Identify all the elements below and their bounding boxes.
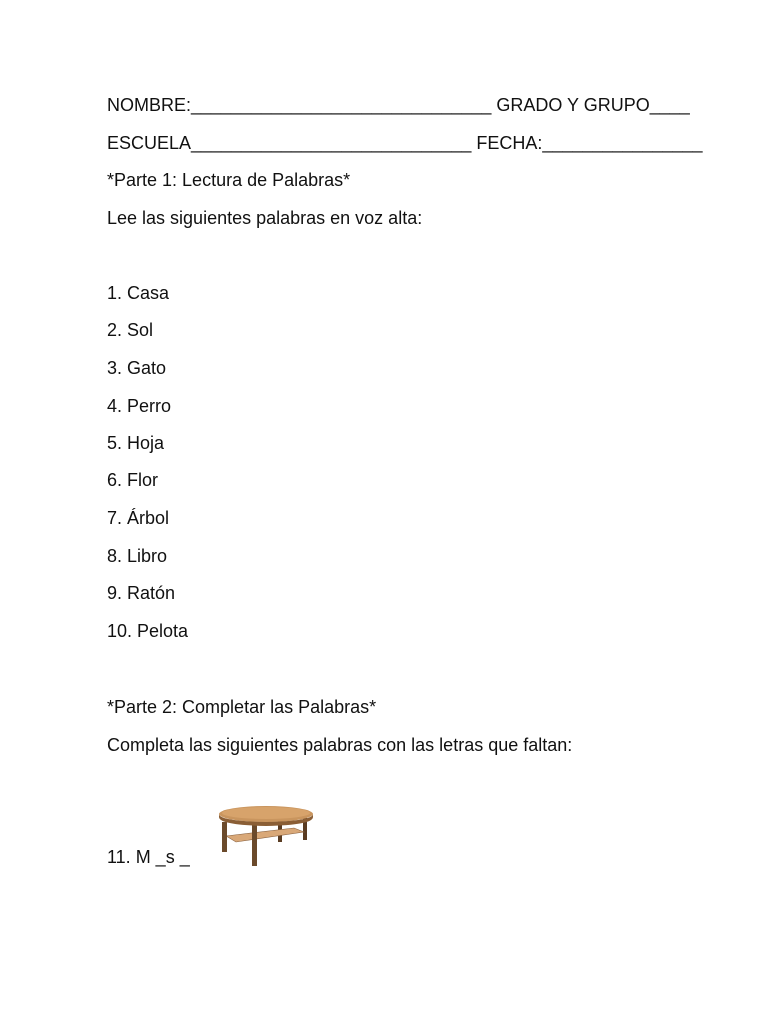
table-illustration	[216, 802, 316, 868]
nombre-label: NOMBRE:	[107, 95, 192, 115]
part2-title: *Parte 2: Completar las Palabras*	[107, 697, 377, 717]
part1-instruction: Lee las siguientes palabras en voz alta:	[107, 208, 423, 228]
fecha-label: FECHA:	[476, 133, 543, 153]
part1-title: *Parte 1: Lectura de Palabras*	[107, 170, 351, 190]
grado-blank[interactable]: ____	[649, 95, 690, 115]
exercise-item-11: 11. M _s _	[107, 847, 190, 867]
escuela-label: ESCUELA	[107, 133, 192, 153]
nombre-blank[interactable]: ______________________________	[191, 95, 492, 115]
word-item: 5. Hoja	[107, 433, 165, 453]
part2-instruction: Completa las siguientes palabras con las letras que faltan:	[107, 735, 573, 755]
word-item: 2. Sol	[107, 320, 154, 340]
word-item: 8. Libro	[107, 546, 168, 566]
word-item: 10. Pelota	[107, 621, 189, 641]
table-icon	[216, 802, 316, 868]
word-item: 7. Árbol	[107, 508, 170, 528]
word-item: 4. Perro	[107, 396, 172, 416]
word-item: 9. Ratón	[107, 583, 176, 603]
school-date-row	[107, 132, 703, 154]
word-item: 6. Flor	[107, 470, 159, 490]
name-grade-row	[107, 94, 690, 116]
escuela-blank[interactable]: ____________________________	[191, 133, 472, 153]
grado-label: GRADO Y GRUPO	[496, 95, 650, 115]
word-item: 3. Gato	[107, 358, 167, 378]
fecha-blank[interactable]: ________________	[542, 133, 703, 153]
word-item: 1. Casa	[107, 283, 170, 303]
